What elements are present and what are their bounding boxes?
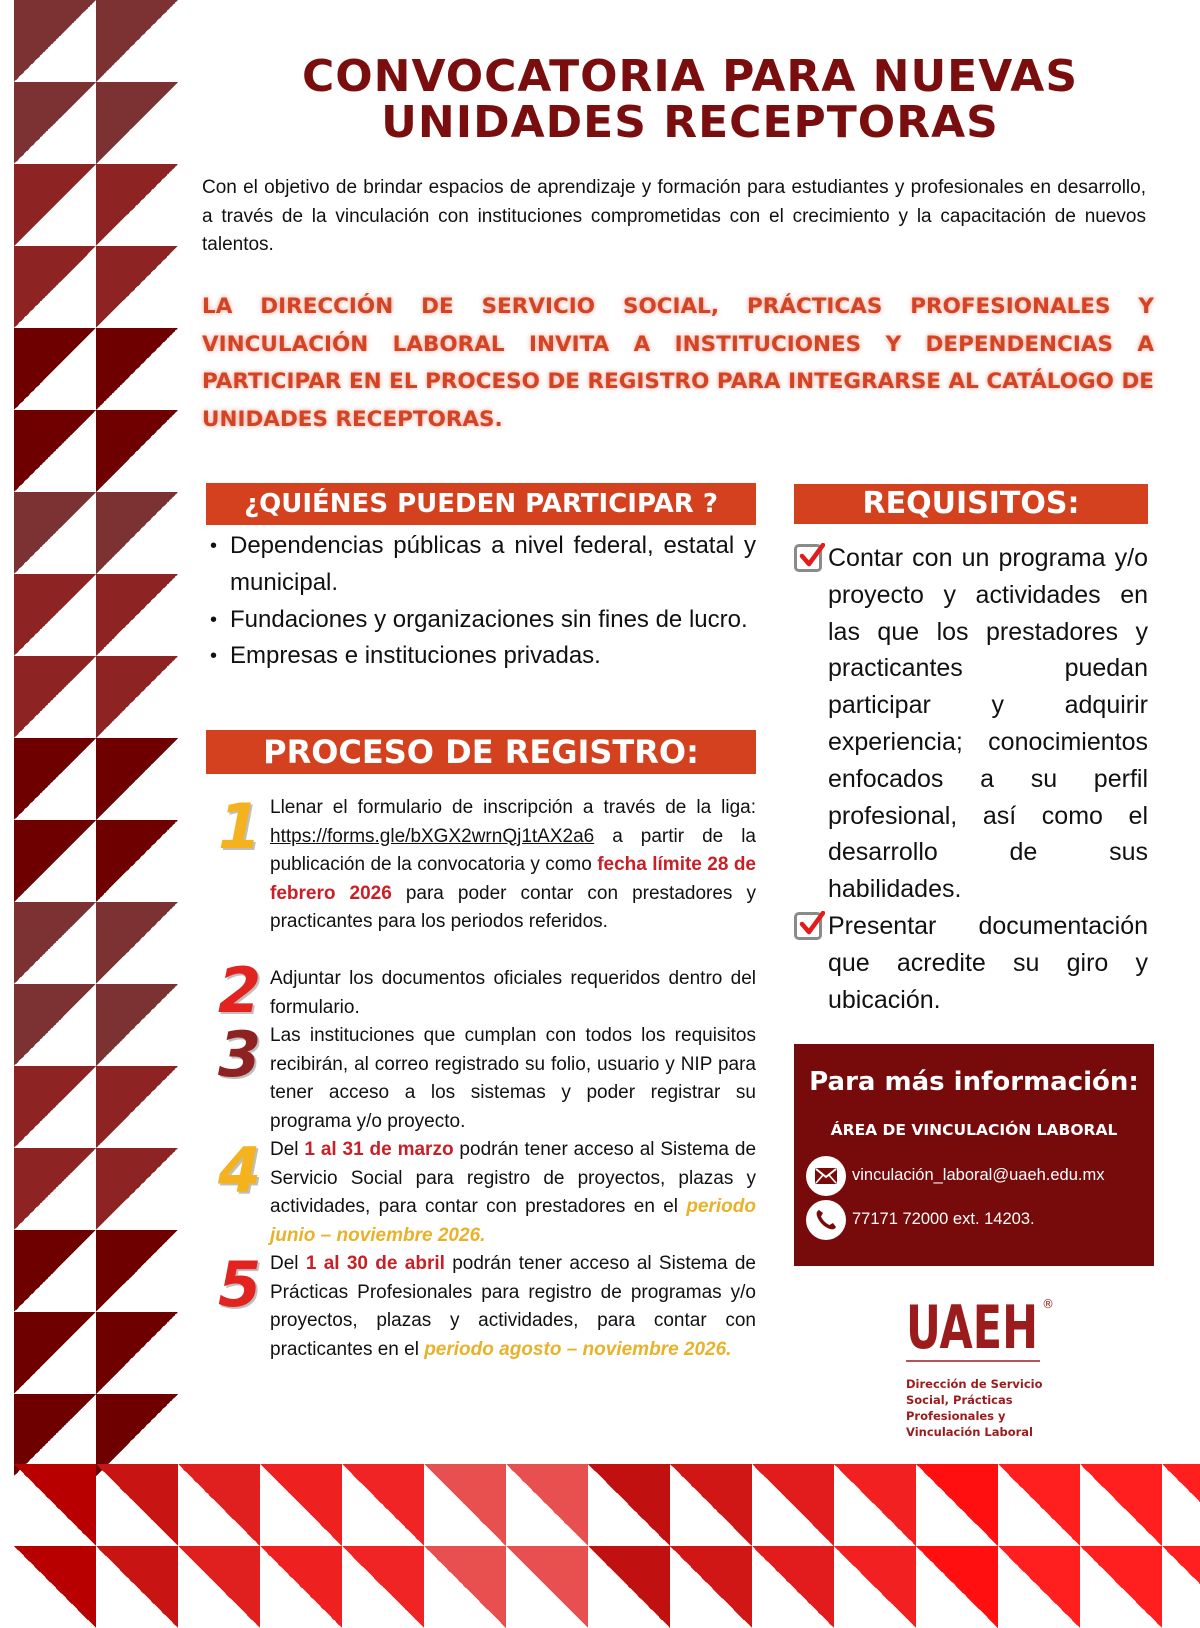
decorative-triangle: [916, 1546, 998, 1628]
process-heading: PROCESO DE REGISTRO:: [206, 730, 756, 774]
decorative-triangle: [96, 820, 178, 902]
decorative-triangle: [96, 656, 178, 738]
phone-icon: [806, 1200, 846, 1240]
decorative-triangle: [14, 738, 96, 820]
decorative-triangle: [14, 492, 96, 574]
decorative-triangle: [96, 328, 178, 410]
participants-heading: ¿QUIÉNES PUEDEN PARTICIPAR ?: [206, 483, 756, 525]
decorative-triangle: [14, 246, 96, 328]
registered-mark: ®: [1042, 1297, 1054, 1311]
decorative-triangle: [14, 656, 96, 738]
step-1: Llenar el formulario de inscripción a través de la liga: https://forms.gle/bXGX2wrnQj1tAX2a6 a partir de la publicación de la convocatoria y como fecha límite 28 de febrero 2026 para poder contar con prestadores y practicantes para los periodos referidos.: [270, 797, 757, 932]
decorative-triangle: [96, 1066, 178, 1148]
decorative-triangle: [506, 1464, 588, 1546]
decorative-triangle: [14, 1066, 96, 1148]
step-3: Las instituciones que cumplan con todos los requisitos recibirán, al correo registrado su folio, usuario y NIP para tener acceso a los sistemas y poder registrar su programa y/o proyecto.: [270, 1025, 756, 1132]
step-4-number: 4: [218, 1134, 262, 1207]
decorative-triangle: [752, 1464, 834, 1546]
decorative-triangle: [424, 1464, 506, 1546]
decorative-triangle: [260, 1464, 342, 1546]
intro-paragraph: Con el objetivo de brindar espacios de aprendizaje y formación para estudiantes y profesionales en desarrollo, a través de la vinculación con instituciones comprometidas con el crecimiento y la capacitación de nuevos talentos.: [202, 177, 1146, 255]
participant-item: • Dependencias públicas a nivel federal, estatal y municipal.: [208, 528, 756, 602]
decorative-triangle: [14, 984, 96, 1066]
decorative-triangle: [14, 164, 96, 246]
logo-caption: Dirección de Servicio Social, Prácticas Profesionales y Vinculación Laboral: [906, 1377, 1043, 1439]
bottom-triangle-border: [14, 1464, 1200, 1600]
decorative-triangle: [1080, 1546, 1162, 1628]
decorative-triangle: [14, 902, 96, 984]
step-4: Del 1 al 31 de marzo podrán tener acceso al Sistema de Servicio Social para registro de proyectos, plazas y actividades, para contar con prestadores en el periodo junio – noviembre 2026.: [270, 1139, 757, 1246]
decorative-triangle: [588, 1464, 670, 1546]
decorative-triangle: [14, 82, 96, 164]
envelope-icon: [806, 1156, 846, 1196]
requirement-item: Presentar documentación que acredite su giro y ubicación.: [794, 908, 1148, 1018]
date-highlight: 1 al 30 de abril: [305, 1253, 445, 1274]
participant-item: • Empresas e instituciones privadas.: [208, 638, 756, 675]
email-row: [806, 1156, 1146, 1196]
decorative-triangle: [998, 1546, 1080, 1628]
decorative-triangle: [96, 246, 178, 328]
checkmark-icon: [794, 544, 822, 572]
decorative-triangle: [342, 1464, 424, 1546]
decorative-triangle: [588, 1546, 670, 1628]
decorative-triangle: [96, 574, 178, 656]
decorative-triangle: [1162, 1464, 1200, 1546]
phone-row: [806, 1200, 1146, 1240]
uaeh-wordmark: [906, 1290, 1056, 1366]
bullet-icon: •: [210, 608, 218, 631]
page-title: [190, 51, 1190, 148]
decorative-triangle: [14, 328, 96, 410]
bullet-icon: •: [210, 535, 218, 557]
step-2-number: 2: [218, 954, 262, 1027]
participants-list: [208, 528, 756, 675]
decorative-triangle: [96, 984, 178, 1066]
deadline-highlight: fecha límite 28 de febrero 2026: [270, 854, 757, 904]
decorative-triangle: [96, 164, 178, 246]
period-highlight: periodo agosto – noviembre 2026.: [424, 1338, 732, 1360]
date-highlight: 1 al 31 de marzo: [304, 1139, 454, 1160]
decorative-triangle: [670, 1546, 752, 1628]
decorative-triangle: [1080, 1464, 1162, 1546]
decorative-triangle: [834, 1546, 916, 1628]
decorative-triangle: [96, 1546, 178, 1628]
decorative-triangle: [670, 1464, 752, 1546]
decorative-triangle: [96, 902, 178, 984]
contact-email[interactable]: vinculación_laboral@uaeh.edu.mx: [852, 1166, 1105, 1184]
registration-form-link[interactable]: https://forms.gle/bXGX2wrnQj1tAX2a6: [270, 825, 595, 847]
decorative-triangle: [96, 1230, 178, 1312]
decorative-triangle: [14, 1230, 96, 1312]
step-5-number: 5: [218, 1248, 262, 1321]
decorative-triangle: [14, 410, 96, 492]
decorative-triangle: [178, 1464, 260, 1546]
decorative-triangle: [1162, 1546, 1200, 1628]
step-1-number: 1: [218, 790, 262, 863]
contact-phone[interactable]: 77171 72000 ext. 14203.: [852, 1210, 1035, 1228]
title-line-1: CONVOCATORIA PARA NUEVAS: [301, 51, 1079, 102]
contact-info-box: [794, 1044, 1154, 1266]
decorative-triangle: [14, 1148, 96, 1230]
invitation-statement: LA DIRECCIÓN DE SERVICIO SOCIAL, PRÁCTICAS PROFESIONALES Y VINCULACIÓN LABORAL INVITA A INSTITUCIONES Y DEPENDENCIAS A PARTICIPAR EN EL PROCESO DE REGISTRO PARA INTEGRARSE AL CATÁLOGO DE UNIDADES RECEPTORAS.: [202, 294, 1154, 432]
decorative-triangle: [14, 0, 96, 82]
decorative-triangle: [96, 0, 178, 82]
decorative-triangle: [178, 1546, 260, 1628]
left-triangle-border: [14, 0, 178, 1464]
decorative-triangle: [752, 1546, 834, 1628]
step-3-number: 3: [218, 1018, 262, 1091]
logo-wordmark-text: UAEH: [906, 1293, 1038, 1363]
decorative-triangle: [260, 1546, 342, 1628]
bullet-icon: •: [210, 645, 218, 668]
decorative-triangle: [14, 820, 96, 902]
decorative-triangle: [14, 574, 96, 656]
decorative-triangle: [96, 738, 178, 820]
decorative-triangle: [14, 1312, 96, 1394]
decorative-triangle: [14, 1464, 96, 1546]
decorative-triangle: [834, 1464, 916, 1546]
decorative-triangle: [96, 410, 178, 492]
decorative-triangle: [96, 1148, 178, 1230]
decorative-triangle: [506, 1546, 588, 1628]
participant-item: • Fundaciones y organizaciones sin fines de lucro.: [208, 602, 756, 639]
decorative-triangle: [916, 1464, 998, 1546]
requirement-item: Contar con un programa y/o proyecto y actividades en las que los prestadores y practicantes puedan participar y adquirir experiencia; conocimientos enfocados a su perfil profesional, así como el desarrollo de sus habilidades.: [794, 540, 1148, 908]
step-2: Adjuntar los documentos oficiales requeridos dentro del formulario.: [270, 968, 756, 1018]
period-highlight: periodo junio – noviembre 2026.: [270, 1196, 756, 1246]
decorative-triangle: [96, 1464, 178, 1546]
decorative-triangle: [14, 1546, 96, 1628]
requirements-heading: REQUISITOS:: [794, 484, 1148, 524]
decorative-triangle: [998, 1464, 1080, 1546]
decorative-triangle: [96, 1312, 178, 1394]
checkmark-icon: [794, 912, 822, 940]
decorative-triangle: [96, 492, 178, 574]
decorative-triangle: [424, 1546, 506, 1628]
decorative-triangle: [342, 1546, 424, 1628]
step-5: Del 1 al 30 de abril podrán tener acceso al Sistema de Prácticas Profesionales para registro de programas y/o proyectos, plazas y actividades, para contar con practicantes en el periodo agosto – noviembre 2026.: [270, 1253, 756, 1360]
decorative-triangle: [96, 82, 178, 164]
uaeh-logo: [906, 1290, 1056, 1440]
contact-title: Para más información:: [809, 1067, 1139, 1097]
title-line-2: UNIDADES RECEPTORAS: [381, 97, 999, 148]
contact-area: ÁREA DE VINCULACIÓN LABORAL: [830, 1121, 1118, 1139]
